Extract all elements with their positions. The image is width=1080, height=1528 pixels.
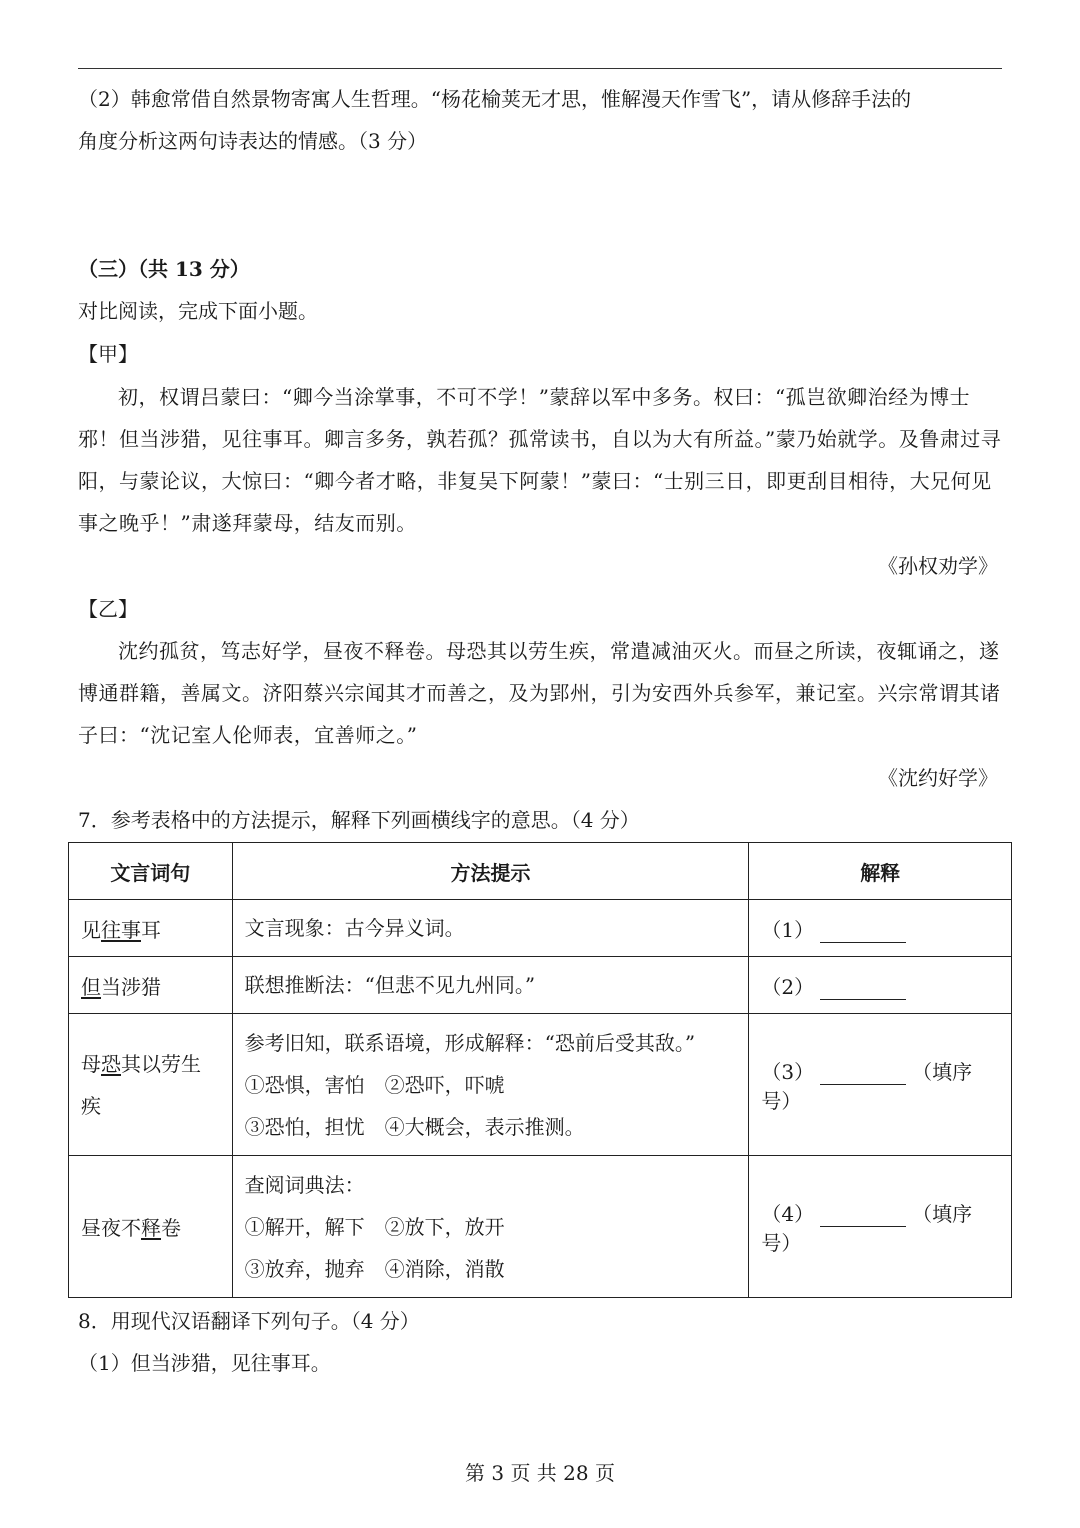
- answer-cell: （4） （填序号）: [749, 1156, 1012, 1298]
- q7-prompt: 7．参考表格中的方法提示，解释下列画横线字的意思。（4 分）: [78, 808, 640, 832]
- answer-cell: （2）: [749, 957, 1012, 1014]
- passage-yi-text: 沈约孤贫，笃志好学，昼夜不释卷。母恐其以劳生疾，常遣减油灭火。而昼之所读，夜辄诵之，遂博通群籍，善属文。济阳蔡兴宗闻其才而善之，及为郢州，引为安西外兵参军，兼记室。兴宗常谓其诸子曰：“沈记室人伦师表，宜善师之。”: [78, 639, 1001, 747]
- hint-cell: 联想推断法：“但悲不见九州同。”: [232, 957, 749, 1014]
- table-row: [69, 957, 1012, 1014]
- page-number: 第 3 页 共 28 页: [465, 1461, 615, 1485]
- table-row: [69, 1014, 1012, 1156]
- hint-cell: 查阅词典法： ①解开，解下 ②放下，放开 ③放弃，抛弃 ④消除，消散: [232, 1156, 749, 1298]
- q6-2-line2: 角度分析这两句诗表达的情感。（3 分）: [78, 129, 428, 153]
- answer-cell: （3） （填序号）: [749, 1014, 1012, 1156]
- phrase-cell: 母恐其以劳生疾: [69, 1014, 233, 1156]
- passage-jia-source: 《孙权劝学》: [878, 554, 998, 578]
- hint-cell: 参考旧知，联系语境，形成解释：“恐前后受其敌。” ①恐惧，害怕 ②恐吓，吓唬 ③恐怕，担忧 ④大概会，表示推测。: [232, 1014, 749, 1156]
- phrase-cell: 但当涉猎: [69, 957, 233, 1014]
- section-heading: （三）（共 13 分）: [78, 257, 250, 281]
- header-explanation: 解释: [749, 843, 1012, 900]
- answer-blank-1[interactable]: [820, 922, 906, 943]
- header-rule: [78, 68, 1002, 69]
- hint-cell: 文言现象：古今异义词。: [232, 900, 749, 957]
- answer-blank-2[interactable]: [820, 979, 906, 1000]
- header-phrase: 文言词句: [69, 843, 233, 900]
- table-row: [69, 1156, 1012, 1298]
- answer-blank-4[interactable]: [820, 1206, 906, 1227]
- answer-cell: （1）: [749, 900, 1012, 957]
- phrase-cell: 见往事耳: [69, 900, 233, 957]
- q6-2-line1: （2）韩愈常借自然景物寄寓人生哲理。“杨花榆荚无才思，惟解漫天作雪飞”，请从修辞手法的: [78, 87, 912, 111]
- vocab-table: [68, 842, 1012, 1298]
- passage-yi-label: 【乙】: [78, 597, 138, 621]
- q8-sub1: （1）但当涉猎，见往事耳。: [78, 1351, 331, 1375]
- table-header-row: [69, 843, 1012, 900]
- phrase-cell: 昼夜不释卷: [69, 1156, 233, 1298]
- passage-jia-text: 初，权谓吕蒙曰：“卿今当涂掌事，不可不学！”蒙辞以军中多务。权曰：“孤岂欲卿治经为博士邪！但当涉猎，见往事耳。卿言多务，孰若孤？孤常读书，自以为大有所益。”蒙乃始就学。及鲁肃过寻阳，与蒙论议，大惊曰：“卿今者才略，非复吴下阿蒙！”蒙曰：“士别三日，即更刮目相待，大兄何见事之晚乎！”肃遂拜蒙母，结友而别。: [78, 385, 1002, 535]
- header-hint: 方法提示: [232, 843, 749, 900]
- section-instruction: 对比阅读，完成下面小题。: [78, 299, 318, 323]
- answer-blank-3[interactable]: [820, 1064, 906, 1085]
- table-row: [69, 900, 1012, 957]
- passage-jia-label: 【甲】: [78, 342, 138, 366]
- q8-prompt: 8．用现代汉语翻译下列句子。（4 分）: [78, 1309, 420, 1333]
- passage-yi-source: 《沈约好学》: [878, 766, 998, 790]
